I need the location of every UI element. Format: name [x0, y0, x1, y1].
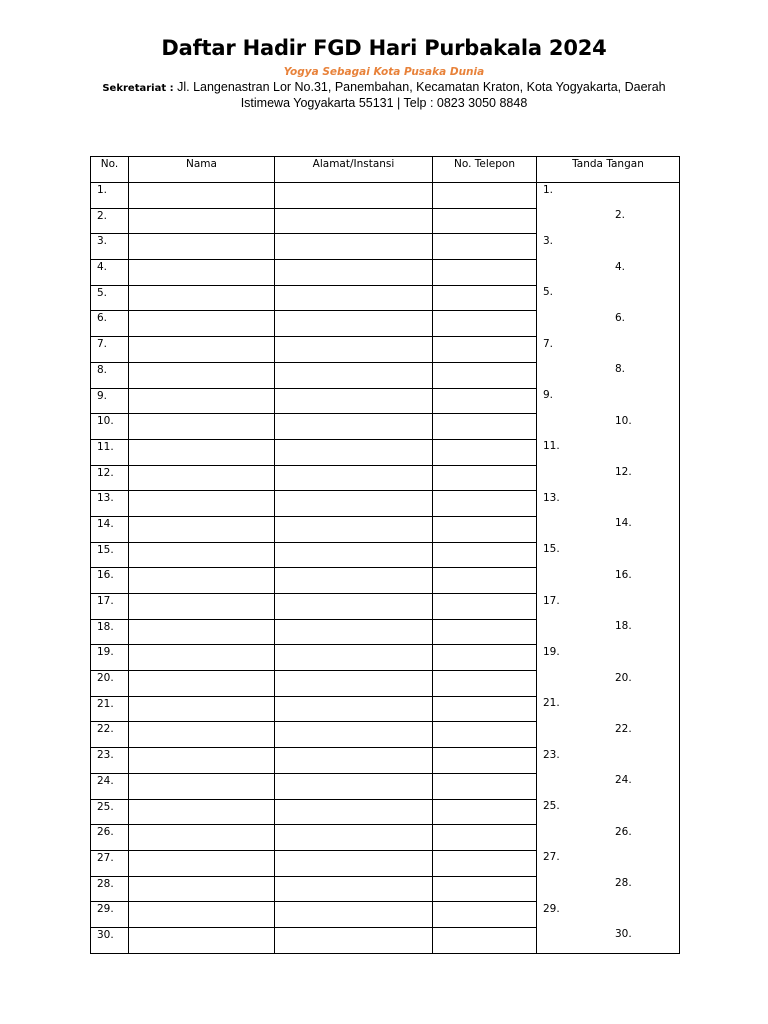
- alamat-cell[interactable]: [275, 414, 433, 440]
- signature-cell[interactable]: [537, 208, 680, 234]
- page-subtitle: Yogya Sebagai Kota Pusaka Dunia: [283, 66, 485, 78]
- table-row: [91, 208, 680, 234]
- telepon-cell[interactable]: [433, 208, 537, 234]
- signature-cell[interactable]: [537, 568, 680, 594]
- telepon-cell[interactable]: [433, 414, 537, 440]
- table-row: [91, 465, 680, 491]
- telepon-cell[interactable]: [433, 876, 537, 902]
- telepon-cell[interactable]: [433, 594, 537, 620]
- signature-cell[interactable]: [537, 773, 680, 799]
- row-number: 24.: [91, 773, 129, 799]
- telepon-cell[interactable]: [433, 337, 537, 363]
- row-number: 30.: [91, 927, 129, 953]
- table-row: [91, 645, 680, 671]
- signature-cell[interactable]: [537, 516, 680, 542]
- row-number: 16.: [91, 568, 129, 594]
- signature-number: 26.: [615, 825, 632, 838]
- alamat-cell[interactable]: [275, 594, 433, 620]
- table-row: [91, 748, 680, 774]
- table-row: [91, 799, 680, 825]
- table-row: [91, 696, 680, 722]
- telepon-cell[interactable]: [433, 902, 537, 928]
- table-row: [91, 568, 680, 594]
- signature-cell[interactable]: [537, 542, 680, 568]
- signature-number: 16.: [615, 568, 632, 581]
- row-number: 20.: [91, 671, 129, 697]
- telepon-cell[interactable]: [433, 696, 537, 722]
- alamat-cell[interactable]: [275, 850, 433, 876]
- table-row: [91, 388, 680, 414]
- nama-cell[interactable]: [129, 696, 275, 722]
- telepon-cell[interactable]: [433, 619, 537, 645]
- table-row: [91, 260, 680, 286]
- row-number: 25.: [91, 799, 129, 825]
- nama-cell[interactable]: [129, 414, 275, 440]
- row-number: 4.: [91, 260, 129, 286]
- signature-cell[interactable]: [537, 362, 680, 388]
- alamat-cell[interactable]: [275, 208, 433, 234]
- nama-cell[interactable]: [129, 542, 275, 568]
- row-number: 7.: [91, 337, 129, 363]
- alamat-cell[interactable]: [275, 491, 433, 517]
- nama-cell[interactable]: [129, 927, 275, 953]
- table-row: [91, 542, 680, 568]
- nama-cell[interactable]: [129, 516, 275, 542]
- nama-cell[interactable]: [129, 311, 275, 337]
- telepon-cell[interactable]: [433, 516, 537, 542]
- nama-cell[interactable]: [129, 619, 275, 645]
- row-number: 28.: [91, 876, 129, 902]
- signature-cell[interactable]: [537, 722, 680, 748]
- signature-cell[interactable]: [537, 902, 680, 928]
- alamat-cell[interactable]: [275, 825, 433, 851]
- row-number: 29.: [91, 902, 129, 928]
- row-number: 1.: [91, 183, 129, 209]
- signature-number: 11.: [543, 440, 560, 453]
- signature-number: 14.: [615, 517, 632, 530]
- row-number: 8.: [91, 362, 129, 388]
- alamat-cell[interactable]: [275, 722, 433, 748]
- nama-cell[interactable]: [129, 671, 275, 697]
- alamat-cell[interactable]: [275, 568, 433, 594]
- alamat-cell[interactable]: [275, 645, 433, 671]
- nama-cell[interactable]: [129, 362, 275, 388]
- row-number: 3.: [91, 234, 129, 260]
- address-line-1: Jl. Langenastran Lor No.31, Panembahan, Kecamatan Kraton, Kota Yogyakarta, Daerah: [177, 80, 666, 94]
- table-row: [91, 825, 680, 851]
- telepon-cell[interactable]: [433, 234, 537, 260]
- signature-cell[interactable]: [537, 260, 680, 286]
- alamat-cell[interactable]: [275, 773, 433, 799]
- signature-cell[interactable]: [537, 439, 680, 465]
- alamat-cell[interactable]: [275, 748, 433, 774]
- row-number: 22.: [91, 722, 129, 748]
- signature-cell[interactable]: [537, 645, 680, 671]
- alamat-cell[interactable]: [275, 696, 433, 722]
- signature-number: 4.: [615, 260, 626, 273]
- nama-cell[interactable]: [129, 337, 275, 363]
- signature-cell[interactable]: [537, 337, 680, 363]
- signature-cell[interactable]: [537, 748, 680, 774]
- signature-number: 12.: [615, 466, 632, 479]
- header-no: No.: [91, 157, 129, 183]
- signature-number: 24.: [615, 774, 632, 787]
- telepon-cell[interactable]: [433, 645, 537, 671]
- signature-cell[interactable]: [537, 388, 680, 414]
- signature-cell[interactable]: [537, 234, 680, 260]
- alamat-cell[interactable]: [275, 902, 433, 928]
- nama-cell[interactable]: [129, 825, 275, 851]
- alamat-cell[interactable]: [275, 285, 433, 311]
- signature-number: 25.: [543, 800, 560, 812]
- alamat-cell[interactable]: [275, 337, 433, 363]
- signature-number: 19.: [543, 645, 560, 658]
- telepon-cell[interactable]: [433, 311, 537, 337]
- row-number: 11.: [91, 439, 129, 465]
- row-number: 21.: [91, 696, 129, 722]
- table-row: [91, 183, 680, 209]
- alamat-cell[interactable]: [275, 927, 433, 953]
- signature-number: 6.: [615, 311, 626, 324]
- signature-number: 5.: [543, 286, 554, 299]
- row-number: 23.: [91, 748, 129, 774]
- telepon-cell[interactable]: [433, 568, 537, 594]
- table-row: [91, 234, 680, 260]
- table-row: [91, 362, 680, 388]
- telepon-cell[interactable]: [433, 722, 537, 748]
- table-row: [91, 876, 680, 902]
- row-number: 18.: [91, 619, 129, 645]
- telepon-cell[interactable]: [433, 388, 537, 414]
- table-row: [91, 902, 680, 928]
- alamat-cell[interactable]: [275, 465, 433, 491]
- signature-number: 30.: [615, 928, 632, 941]
- header-nama: Nama: [129, 157, 275, 183]
- table-row: [91, 414, 680, 440]
- telepon-cell[interactable]: [433, 362, 537, 388]
- attendance-table: [90, 156, 680, 954]
- header-tanda-tangan: Tanda Tangan: [537, 157, 680, 183]
- row-number: 17.: [91, 594, 129, 620]
- telepon-cell[interactable]: [433, 260, 537, 286]
- table-row: [91, 773, 680, 799]
- signature-number: 21.: [543, 697, 560, 710]
- signature-cell[interactable]: [537, 671, 680, 697]
- telepon-cell[interactable]: [433, 183, 537, 209]
- alamat-cell[interactable]: [275, 260, 433, 286]
- nama-cell[interactable]: [129, 183, 275, 209]
- signature-number: 22.: [615, 722, 632, 735]
- address-block: [0, 80, 768, 110]
- signature-cell[interactable]: [537, 927, 680, 953]
- nama-cell[interactable]: [129, 876, 275, 902]
- row-number: 19.: [91, 645, 129, 671]
- table-row: [91, 594, 680, 620]
- signature-number: 23.: [543, 748, 560, 761]
- table-row: [91, 850, 680, 876]
- nama-cell[interactable]: [129, 722, 275, 748]
- signature-number: 8.: [615, 363, 626, 376]
- signature-cell[interactable]: [537, 311, 680, 337]
- row-number: 10.: [91, 414, 129, 440]
- alamat-cell[interactable]: [275, 516, 433, 542]
- alamat-cell[interactable]: [275, 542, 433, 568]
- telepon-cell[interactable]: [433, 850, 537, 876]
- row-number: 6.: [91, 311, 129, 337]
- table-row: [91, 311, 680, 337]
- alamat-cell[interactable]: [275, 234, 433, 260]
- telepon-cell[interactable]: [433, 773, 537, 799]
- signature-number: 18.: [615, 620, 632, 633]
- signature-cell[interactable]: [537, 465, 680, 491]
- nama-cell[interactable]: [129, 594, 275, 620]
- header-telepon: No. Telepon: [433, 157, 537, 183]
- signature-number: 1.: [543, 184, 554, 196]
- signature-number: 10.: [615, 414, 632, 427]
- alamat-cell[interactable]: [275, 362, 433, 388]
- row-number: 5.: [91, 285, 129, 311]
- signature-cell[interactable]: [537, 414, 680, 440]
- signature-cell[interactable]: [537, 825, 680, 851]
- nama-cell[interactable]: [129, 645, 275, 671]
- telepon-cell[interactable]: [433, 465, 537, 491]
- row-number: 12.: [91, 465, 129, 491]
- signature-number: 27.: [543, 851, 560, 864]
- telepon-cell[interactable]: [433, 285, 537, 311]
- signature-cell[interactable]: [537, 594, 680, 620]
- table-header-row: [91, 157, 680, 183]
- row-number: 13.: [91, 491, 129, 517]
- signature-cell[interactable]: [537, 619, 680, 645]
- nama-cell[interactable]: [129, 260, 275, 286]
- signature-number: 17.: [543, 594, 560, 607]
- telepon-cell[interactable]: [433, 542, 537, 568]
- table-row: [91, 516, 680, 542]
- nama-cell[interactable]: [129, 491, 275, 517]
- alamat-cell[interactable]: [275, 439, 433, 465]
- nama-cell[interactable]: [129, 799, 275, 825]
- signature-cell[interactable]: [537, 491, 680, 517]
- table-row: [91, 722, 680, 748]
- telepon-cell[interactable]: [433, 927, 537, 953]
- alamat-cell[interactable]: [275, 388, 433, 414]
- signature-cell[interactable]: [537, 799, 680, 825]
- table-row: [91, 285, 680, 311]
- telepon-cell[interactable]: [433, 825, 537, 851]
- header-alamat: Alamat/Instansi: [275, 157, 433, 183]
- telepon-cell[interactable]: [433, 748, 537, 774]
- row-number: 15.: [91, 542, 129, 568]
- nama-cell[interactable]: [129, 234, 275, 260]
- signature-number: 13.: [543, 491, 560, 504]
- nama-cell[interactable]: [129, 285, 275, 311]
- alamat-cell[interactable]: [275, 876, 433, 902]
- signature-number: 9.: [543, 389, 554, 401]
- signature-number: 20.: [615, 671, 632, 684]
- signature-cell[interactable]: [537, 285, 680, 311]
- nama-cell[interactable]: [129, 439, 275, 465]
- table-row: [91, 619, 680, 645]
- alamat-cell[interactable]: [275, 671, 433, 697]
- nama-cell[interactable]: [129, 850, 275, 876]
- table-row: [91, 439, 680, 465]
- telepon-cell[interactable]: [433, 491, 537, 517]
- table-row: [91, 491, 680, 517]
- table-row: [91, 671, 680, 697]
- signature-number: 15.: [543, 543, 560, 556]
- row-number: 26.: [91, 825, 129, 851]
- signature-number: 3.: [543, 234, 554, 247]
- signature-number: 7.: [543, 337, 554, 350]
- signature-number: 28.: [615, 877, 632, 890]
- nama-cell[interactable]: [129, 208, 275, 234]
- alamat-cell[interactable]: [275, 183, 433, 209]
- signature-cell[interactable]: [537, 850, 680, 876]
- signature-number: 29.: [543, 902, 560, 915]
- telepon-cell[interactable]: [433, 671, 537, 697]
- alamat-cell[interactable]: [275, 311, 433, 337]
- nama-cell[interactable]: [129, 465, 275, 491]
- nama-cell[interactable]: [129, 748, 275, 774]
- telepon-cell[interactable]: [433, 439, 537, 465]
- row-number: 14.: [91, 516, 129, 542]
- row-number: 9.: [91, 388, 129, 414]
- alamat-cell[interactable]: [275, 799, 433, 825]
- signature-cell[interactable]: [537, 876, 680, 902]
- page-title: Daftar Hadir FGD Hari Purbakala 2024: [161, 36, 607, 60]
- telepon-cell[interactable]: [433, 799, 537, 825]
- signature-cell[interactable]: [537, 183, 680, 209]
- signature-cell[interactable]: [537, 696, 680, 722]
- signature-number: 2.: [615, 209, 626, 222]
- address-line-2: Istimewa Yogyakarta 55131 | Telp : 0823 3050 8848: [240, 96, 528, 110]
- address-label: Sekretariat :: [102, 83, 174, 94]
- row-number: 2.: [91, 208, 129, 234]
- row-number: 27.: [91, 850, 129, 876]
- table-row: [91, 927, 680, 953]
- alamat-cell[interactable]: [275, 619, 433, 645]
- nama-cell[interactable]: [129, 902, 275, 928]
- nama-cell[interactable]: [129, 568, 275, 594]
- nama-cell[interactable]: [129, 388, 275, 414]
- nama-cell[interactable]: [129, 773, 275, 799]
- table-row: [91, 337, 680, 363]
